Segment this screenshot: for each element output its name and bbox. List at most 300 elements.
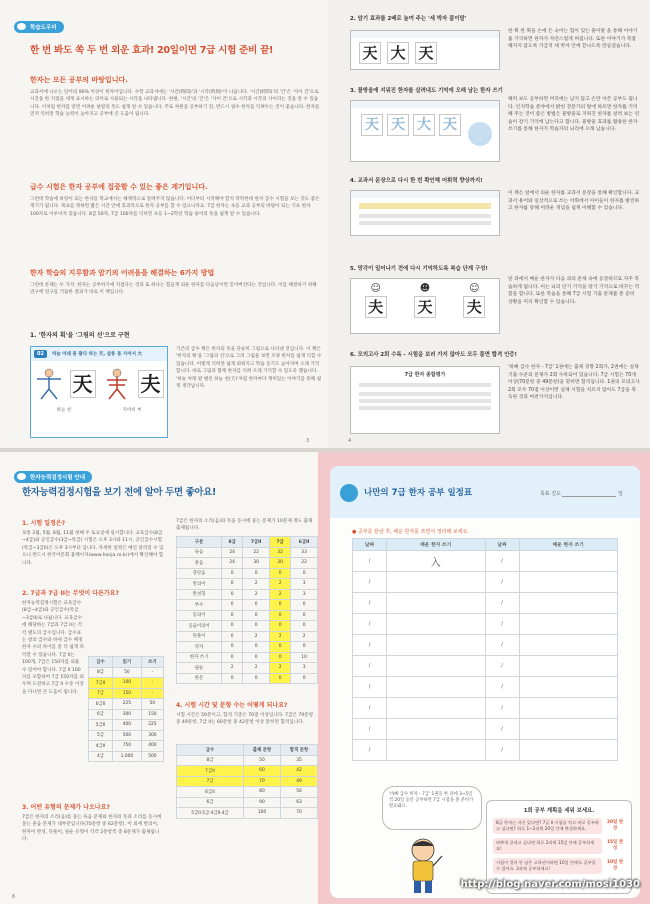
table-row [177, 652, 318, 663]
table-cell: 7급II [89, 678, 113, 689]
hanja-writing-cell[interactable] [387, 698, 486, 719]
table-cell: 750 [113, 741, 142, 752]
pill-label: 한자능력검정시험 안내 [14, 471, 92, 483]
table-cell: 90 [243, 797, 280, 808]
date-cell[interactable]: / [485, 572, 519, 593]
table-header-cell: 7급 [270, 537, 291, 548]
table-cell: 3 [291, 579, 318, 590]
table-cell: 반의어 [177, 579, 222, 590]
table-cell: 0 [222, 589, 243, 600]
m2-hanja-3: 天 [415, 42, 437, 64]
grade-table [88, 656, 164, 762]
table-row [89, 720, 164, 731]
table-row [177, 568, 318, 579]
plan-text: 바쁘게 끝내고 싶다면 하루 2과씩 15일 안에 공부하세요! [493, 838, 602, 854]
husband-person-illustration-icon [103, 367, 131, 401]
table-cell: - [141, 667, 163, 678]
caption-sky: 하늘 천 [56, 408, 72, 413]
table-cell: 6급 [89, 709, 113, 720]
table-cell: 2 [243, 579, 270, 590]
hanja-sky: 天 [70, 370, 96, 398]
plan-badge: 20일 완성 [606, 820, 624, 831]
method-2-example-box [350, 30, 500, 70]
plan-title: 1회 공부 계획을 세워 보세요. [523, 808, 595, 814]
schedule-row [353, 698, 618, 719]
table-cell: 50 [113, 667, 142, 678]
planner-title: 나만의 7급 한자 공부 일정표 [364, 488, 473, 498]
progress-label: 목표 진도 [540, 491, 561, 497]
table-cell: 2 [270, 663, 291, 674]
section-title: 급수 시험은 한자 공부에 집중할 수 있는 좋은 계기입니다. [30, 183, 208, 191]
table-row [177, 621, 318, 632]
table-cell: 0 [222, 642, 243, 653]
hanja-husband: 夫 [138, 370, 164, 398]
schedule-header-cell: 배운 한자 쓰기 [387, 539, 486, 551]
method-5-body: 앞 과에서 배운 한자가 다음 과의 문제 속에 등장하므로 자주 복습하게 됩니다. 이는 뇌의 단기 기억을 장기 기억으로 바꾸는 역할을 합니다. 또한 복습을 통해 7급 시험 기출 문제를 푼 준비 상황을 미리 확인할 수 있습니다. [508, 277, 640, 305]
table-cell: 6급II [177, 787, 244, 798]
table-cell: 0 [291, 610, 318, 621]
m2-hanja-2: 大 [387, 42, 409, 64]
page-headline: 한자능력검정시험을 보기 전에 알아 두면 좋아요! [22, 487, 216, 498]
hanja-writing-cell[interactable] [387, 593, 486, 614]
q-body: 보통 2월, 5월, 8월, 11월 첫째 주 토요일에 실시합니다. 교육급수(8급~4급)와 공인급수(3급~특급) 시험은 오후 3시와 11시, 공인급수시험(특급~3급II)은 오후 3시부터 입니다. 자세한 일정은 매년 달라질 수 있으니 반드시 한국어문회 홈페이지(www.hanja.re.kr)에서 확인해야 합니다. [22, 531, 164, 566]
table-header-cell: 7급II [243, 537, 270, 548]
table-cell: 0 [270, 652, 291, 663]
hanja-writing-cell[interactable] [519, 656, 618, 677]
lesson-title: 하늘 아래 몸 팔다 하는 天, 살롱 몸 지어서 大 [51, 352, 142, 357]
table-header-cell: 6급II [291, 537, 318, 548]
plan-item [493, 858, 625, 874]
table-cell: 7급 [89, 688, 113, 699]
table-cell: 2 [270, 589, 291, 600]
method-4-title: 4. 교과서 문장으로 다시 한 번 확인해 어휘력 향상까지! [350, 178, 483, 184]
section-2 [30, 182, 320, 218]
table-header-cell: 합격 문항 [280, 745, 317, 756]
table-cell: 33 [291, 547, 318, 558]
blog-watermark: http://blog.naver.com/mosi1030 [460, 879, 640, 890]
table-row [177, 797, 318, 808]
schedule-row [353, 593, 618, 614]
m2-hanja-1: 天 [359, 42, 381, 64]
table-cell: 0 [222, 631, 243, 642]
date-cell[interactable]: / [485, 656, 519, 677]
table-cell: 35 [280, 755, 317, 766]
m3-hanja-1: 天 [361, 114, 383, 136]
table-cell: 2 [243, 631, 270, 642]
table-cell: 0 [222, 621, 243, 632]
date-cell[interactable]: / [353, 740, 387, 761]
page-4 [328, 0, 650, 448]
section-body: 그런데 학습에 바탕이 되는 한자를 학교에서는 체계적으로 알려주지 않습니다. 어디부터 시작해야 할지 막막한데 한자 급수 시험을 보는 것도 좋은 계기가 됩니다. 목표를 정하면 짧은 시간 안에 효과적으로 한자 공부를 할 수 있으니까요. 7급 한자는 초등 교과 공부의 바탕이 되는 기초 한자 100자로 이루어져 있습니다. 8급 50자, 7급 100자를 익히면 초등 1~2학년 학습 용어의 뜻을 쉽게 알 수 있습니다. [30, 197, 320, 217]
table-cell: 한문 [177, 673, 222, 684]
date-cell[interactable]: / [485, 719, 519, 740]
table-cell: 300 [141, 730, 163, 741]
hanja-writing-cell[interactable] [519, 719, 618, 740]
character-icon: ☺ [370, 283, 381, 294]
hanja-writing-cell[interactable]: 入 [387, 551, 486, 572]
date-cell[interactable]: / [353, 551, 387, 572]
m3-hanja-3: 大 [413, 114, 435, 136]
method-6-example-box [350, 366, 500, 434]
hanja-writing-cell[interactable] [519, 551, 618, 572]
table-cell: 0 [270, 642, 291, 653]
table-cell: - [141, 678, 163, 689]
table-cell: 0 [222, 579, 243, 590]
mascot-boy-icon [400, 836, 446, 896]
date-cell[interactable]: / [353, 719, 387, 740]
table-cell: 60 [243, 766, 280, 777]
table-cell: 장단음 [177, 568, 222, 579]
hanja-writing-cell[interactable] [387, 614, 486, 635]
table-cell: 0 [291, 621, 318, 632]
table-row [177, 755, 318, 766]
table-cell: 0 [291, 673, 318, 684]
question-type-table [176, 536, 318, 684]
pill-label: 학습도우미 [14, 21, 64, 33]
table-row [177, 579, 318, 590]
table-cell: 100 [243, 808, 280, 819]
table-cell: 500 [113, 730, 142, 741]
table-cell: 6급 [177, 797, 244, 808]
table-row [177, 631, 318, 642]
date-cell[interactable]: / [353, 698, 387, 719]
table-cell: 0 [243, 610, 270, 621]
table-row [89, 730, 164, 741]
table-cell: 150 [141, 709, 163, 720]
schedule-row [353, 719, 618, 740]
table-cell: 70 [280, 808, 317, 819]
date-cell[interactable]: / [353, 614, 387, 635]
method-2-body: 한 획 한 획을 손에 든 숙어는 힘이 있는 풀이말 을 통해 이야기를 기억하면 한자가 자연스럽게 써집니다. 또한 이야기가 복잡해지지 않도록 가급적 세 박자 안에 끝나도록 만들었습니다. [508, 29, 638, 50]
table-cell: 2 [270, 631, 291, 642]
hanja-writing-cell[interactable] [387, 572, 486, 593]
hanja-writing-cell[interactable] [519, 572, 618, 593]
page-number: 3 [306, 438, 310, 444]
table-cell: 24 [222, 558, 243, 569]
table-row [177, 642, 318, 653]
table-cell: 225 [141, 720, 163, 731]
date-cell[interactable]: / [485, 698, 519, 719]
method-1-title: 1. '한자의 획'을 '그림의 선'으로 구현 [30, 332, 130, 339]
table-cell: 49 [280, 776, 317, 787]
table-cell: 2 [270, 579, 291, 590]
table-cell: 225 [113, 699, 142, 710]
schedule-row [353, 677, 618, 698]
table-cell: 400 [113, 720, 142, 731]
q-title: 2. 7급과 7급 II는 무엇이 다른가요? [22, 590, 119, 597]
table-cell: 42 [280, 766, 317, 777]
schedule-row [353, 614, 618, 635]
table-cell: 56 [280, 787, 317, 798]
table-cell: 30 [243, 558, 270, 569]
method-1-example-box [30, 346, 168, 438]
table-cell: 100 [113, 678, 142, 689]
schedule-row [353, 635, 618, 656]
table-cell: 동음이의어 [177, 621, 222, 632]
table-row [177, 776, 318, 787]
plan-badge: 15일 완성 [606, 840, 624, 851]
table-cell: 부수 [177, 600, 222, 611]
table-cell: 400 [141, 741, 163, 752]
table-header-cell: 급수 [177, 745, 244, 756]
method-5-title: 5. 망각이 일어나기 전에 다시 기억하도록 복습 단계 구성! [350, 266, 488, 272]
plan-text: 시험이 얼마 안 남은 고학년이라면 10일 안에도 공부할 수 있어요. 3과씩 공부하세요! [493, 858, 602, 874]
table-row [89, 751, 164, 762]
table-cell: 0 [270, 568, 291, 579]
table-cell: 70 [243, 776, 280, 787]
table-row [177, 558, 318, 569]
hanja-writing-cell[interactable] [387, 677, 486, 698]
table-cell: 4급II [89, 741, 113, 752]
table-cell: 한자 쓰기 [177, 652, 222, 663]
lesson-number: 02 [34, 350, 47, 358]
q-title: 4. 시험 시간 및 문항 수는 어떻게 되나요? [176, 702, 288, 709]
section-body: 교과서에 나오는 단어의 90% 이상이 한자어입니다. 수학 교과서에는 '시간(時間)'과 '시각(時刻)'이 나옵니다. '시간(時間)'의 '간'은 '사이 간'으로 시간을 한 지점을 세게 표시하는 의미로 사용되는 시각을 나타냅니다. 한편, '시간'의 '간'은 '사이 간'으로 시각과 시각의 사이라는 것을 알 수 있습니다. 이처럼 한자를 알면 어려운 낱말의 뜻도 쉽게 알 수 있습니다. 주로 차원을 공부하기 전, 반드시 필수 한자를 익혀두는 것이 좋습니다. 한자를 먼저 익히면 학습 능력이 높아지고 공부에 큰 도움이 됩니다. [30, 90, 320, 118]
method-6-title: 6. 모의고사 2회 수록 - 시험을 보러 가지 않아도 모두 풀면 합격 인증! [350, 352, 517, 358]
table-row [89, 699, 164, 710]
page-number: 4 [348, 438, 352, 444]
section-3 [30, 268, 320, 297]
method-1-body: 기존의 급수 책은 한자의 뜻을 단순히 그림으로 나타낸 것입니다. 이 책은 '한자의 획'을 '그림의 선'으로 그려 그림을 보면 모양 한자를 쉽게 익힐 수 있습니다. 이렇게 익히면 쉽게 외워지고 학습 동기도 높아지며 오래 기억합니다. 바로 그림과 함께 한자를 익혀 오래 기억할 수 있도록 했습니다. '하늘 아래 팔 벌린 하늘 천(天)'처럼 한자마다 재미있는 이야기를 통해 쉽게 생각납니다. [176, 347, 322, 390]
character-icon: ☺ [469, 283, 480, 294]
schedule-row [353, 572, 618, 593]
date-cell[interactable]: / [353, 635, 387, 656]
table-cell: 1,000 [113, 751, 142, 762]
table-row [177, 808, 318, 819]
q-body: 7급은 한자의 소리(음)를 묻는 독음 문제와 한자의 뜻과 소리를 동시에 묻는 훈음 문제가 대부분입니다(70문항 중 62문항). 이 외에 반의어, 한자어 완성, 뜻풀이, 필순 유형이 각각 2문항씩 총 8문제가 출제됩니다. [22, 815, 162, 843]
table-cell: 완성형 [177, 589, 222, 600]
mock-exam-title: 7급 한자 종합평가 [404, 372, 446, 378]
hanja-writing-cell[interactable] [387, 635, 486, 656]
schedule-row [353, 656, 618, 677]
sky-person-illustration-icon [35, 367, 63, 401]
plan-item [493, 838, 625, 854]
table-row [177, 600, 318, 611]
hanja-writing-cell[interactable] [519, 635, 618, 656]
table-cell: 0 [291, 642, 318, 653]
speech-bubble: '바빠 급수 한자 - 7급' 1권을 한 과에 3~5일씩 20일 동안 공부하면 7급 시험을 볼 준비가 완료돼요. [382, 786, 482, 830]
table-cell: 7급II [177, 766, 244, 777]
date-cell[interactable]: / [485, 635, 519, 656]
study-helper-pill [14, 14, 64, 33]
table-cell: 80 [243, 787, 280, 798]
table-cell: 6급II [89, 699, 113, 710]
table-cell: 22 [243, 547, 270, 558]
table-row [89, 709, 164, 720]
table-cell: 5급 [89, 730, 113, 741]
page-3 [0, 0, 330, 448]
method-2-title: 2. 암기 효과를 2배로 높여 주는 '세 박자 풀이말' [350, 16, 467, 22]
date-cell[interactable]: / [353, 572, 387, 593]
table-cell: 독음 [177, 547, 222, 558]
table-cell: 약자 [177, 642, 222, 653]
table-cell: 0 [222, 652, 243, 663]
table-header-cell: 출제 문항 [243, 745, 280, 756]
table-row [177, 673, 318, 684]
m5-hanja-2: 天 [414, 296, 436, 318]
hanja-writing-cell[interactable] [519, 677, 618, 698]
m5-hanja-1: 夫 [365, 296, 387, 318]
table-header-cell: 읽기 [113, 657, 142, 668]
schedule-row [353, 551, 618, 572]
table-cell: 0 [270, 600, 291, 611]
table-cell: 3 [291, 589, 318, 600]
progress-unit: 일 [618, 491, 623, 497]
table-cell: 동의어 [177, 610, 222, 621]
table-row [89, 741, 164, 752]
table-cell: 0 [243, 568, 270, 579]
date-cell[interactable]: / [485, 740, 519, 761]
plan-text: 8급 한자는 자신 있다면? 7급 II 시험을 치고 바로 공부하고 싶다면? 하루 1~2과씩 20일 안에 완성하세요. [493, 818, 602, 834]
table-cell: 32 [270, 547, 291, 558]
table-cell: 0 [222, 600, 243, 611]
character-icon: ☻ [419, 283, 431, 294]
table-cell: 50 [243, 755, 280, 766]
date-cell[interactable]: / [485, 551, 519, 572]
table-cell: 5급II [89, 720, 113, 731]
planner-sheet [330, 466, 640, 898]
table-header-cell: 구분 [177, 537, 222, 548]
schedule-row [353, 740, 618, 761]
table-row [177, 766, 318, 777]
table-cell: 0 [222, 568, 243, 579]
plan-badge: 10일 완성 [606, 860, 624, 871]
section-title: 한자 학습의 지루함과 암기의 어려움을 해결하는 6가지 방법 [30, 269, 215, 277]
m5-hanja-3: 夫 [463, 296, 485, 318]
table-cell: 4급 [89, 751, 113, 762]
page-6 [318, 452, 650, 904]
table-cell: 24 [222, 547, 243, 558]
q4 [176, 700, 318, 727]
hanja-writing-cell[interactable] [387, 740, 486, 761]
hanja-writing-cell[interactable] [387, 656, 486, 677]
planner-title-icon [340, 484, 358, 502]
table-header-cell: 급수 [89, 657, 113, 668]
table-row [89, 688, 164, 699]
table-cell: 300 [113, 709, 142, 720]
q2-body: 한자능력검정시험은 교육급수(8급~4급)와 공인급수(특급~3급II)로 나뉩니다. 교육급수에 해당하는 7급과 7급 II는 각각 별도의 급수입니다. 급수표는 창의 급수와 하위 급수 배정한자 수의 차이를 좀 더 쉽게 파악할 수 있습니다. 7급 II는 100개, 7급은 150자를 외울 수 있어야 합니다. 7급 II 100자를 포함하여 7급 150자를 외우며 도전하고 7급 II 수준 이상을 다니면 큰 도움이 됩니다. [22, 601, 85, 695]
table-cell: 0 [270, 610, 291, 621]
page-headline: 한 번 봐도 쏙 두 번 외운 효과! 20일이면 7급 시험 준비 끝! [30, 45, 274, 56]
schedule-header-cell: 배운 한자 쓰기 [519, 539, 618, 551]
table-cell: 0 [243, 600, 270, 611]
plan-item [493, 818, 625, 834]
table-cell: 50 [141, 699, 163, 710]
table-cell: 7급 [177, 776, 244, 787]
table-cell: - [141, 688, 163, 699]
progress-input[interactable] [562, 496, 616, 497]
table-row [177, 787, 318, 798]
method-4-example-box [350, 190, 500, 236]
table-cell: 0 [222, 673, 243, 684]
table-cell: 2 [291, 631, 318, 642]
m3-hanja-4: 天 [439, 114, 461, 136]
water-drop-icon [467, 121, 493, 147]
page-5 [0, 452, 330, 904]
m3-hanja-2: 天 [387, 114, 409, 136]
table-cell: 0 [243, 652, 270, 663]
method-3-body: 해커 보도 공부하면 머리에는 남지 않고 손만 아픈 공부도 됩니다. 인지학습 분야에서 밝힌 전문가의 말에 따르면 한자를 기억해 주는 것이 좋은 방법은 물방울로 지워진 한자를 살려 보는 연습이 장기 기억에 남는다고 합니다. 물방울 효과를 활용한 한자 쓰기를 통해 한자가 학습자의 뇌리에 오래 남습니다. [508, 97, 640, 133]
q1 [22, 518, 164, 567]
table-cell: 10 [291, 652, 318, 663]
method-3-example-box [350, 100, 500, 162]
hanja-writing-cell[interactable] [519, 593, 618, 614]
table-cell: 2 [243, 589, 270, 600]
hanja-writing-cell[interactable] [519, 614, 618, 635]
section-body: 그런데 문제는 두 가지. 한자는 공부하기에 지겹다는 것과 또 하나는 힘들게 외운 한자를 다음날이면 잊어버린다는 것입니다. 이를 해결하기 위해 연구에 연구를 거듭한 결과가 바로 이 책입니다. [30, 283, 317, 296]
date-cell[interactable]: / [485, 593, 519, 614]
table-cell: 뜻풀이 [177, 631, 222, 642]
date-cell[interactable]: / [353, 677, 387, 698]
date-cell[interactable]: / [353, 656, 387, 677]
q-title: 3. 어떤 유형의 문제가 나오나요? [22, 804, 110, 811]
table-row [177, 663, 318, 674]
table-cell: 30 [270, 558, 291, 569]
table-cell: 5급II·5급·4급II·4급 [177, 808, 244, 819]
hanja-writing-cell[interactable] [519, 740, 618, 761]
method-3-title: 3. 물방울에 지워진 한자를 살려내도 기억에 오래 남는 한자 쓰기 [350, 88, 503, 94]
table-row [177, 610, 318, 621]
table-row [177, 589, 318, 600]
table-row [177, 547, 318, 558]
method-6-body: '바빠 급수 한자 - 7급' 1권에는 출제 경향 2회가, 2권에는 실제 기출 수준의 문제가 2회 수록되어 있습니다. 7급 시험은 70개 이상(70문항 중 49문항)을 맞히면 합격입니다. 1권의 모의고사 2회 모두 70점 이상이면 실제 시험을 치르지 않아도 7급을 취득한 것과 마찬가지입니다. [508, 365, 640, 401]
date-cell[interactable]: / [485, 677, 519, 698]
table-cell: 500 [141, 751, 163, 762]
exam-guide-pill [14, 464, 92, 483]
date-cell[interactable]: / [485, 614, 519, 635]
section-title: 한자는 모든 공부의 바탕입니다. [30, 76, 128, 84]
method-5-example-box [350, 278, 500, 334]
method-4-body: 이 책은 앞에서 외운 한자를 교과서 문장을 통해 확인합니다. 교과서 용어와 일상적으로 쓰는 어휘에서 아이들이 한자를 발견하고 한자를 통해 어려운 개념을 쉽게 이해할 수 있습니다. [508, 191, 640, 212]
hanja-writing-cell[interactable] [387, 719, 486, 740]
table-cell: 2 [243, 663, 270, 674]
table-cell: 150 [113, 688, 142, 699]
table-cell: 2 [222, 663, 243, 674]
table-cell: 필순 [177, 663, 222, 674]
planner-instruction: ● 공부를 끝낸 후, 배운 한자를 쓰면서 정리해 보세요. [352, 529, 469, 535]
table-header-cell: 8급 [222, 537, 243, 548]
table-cell: 8급 [89, 667, 113, 678]
page-number: 6 [12, 894, 16, 900]
q-title: 1. 시험 일정은? [22, 520, 66, 527]
date-cell[interactable]: / [353, 593, 387, 614]
table-cell: 0 [243, 642, 270, 653]
table-cell: 0 [243, 621, 270, 632]
table-cell: 0 [270, 621, 291, 632]
table-cell: 0 [222, 610, 243, 621]
q3-right-intro: 7급은 한자의 소리(음)와 뜻을 동시에 묻는 문제가 10문제 정도 출제 출제됩니다. [176, 519, 313, 532]
table-cell: 훈음 [177, 558, 222, 569]
table-cell: 0 [291, 568, 318, 579]
table-cell: 22 [291, 558, 318, 569]
table-cell: 0 [270, 673, 291, 684]
caption-husband: 지아비 부 [122, 408, 142, 413]
table-cell: 0 [243, 673, 270, 684]
schedule-header-cell: 날짜 [353, 539, 387, 551]
q2 [22, 588, 164, 597]
exam-time-table [176, 744, 318, 819]
hanja-writing-cell[interactable] [519, 698, 618, 719]
table-row [89, 667, 164, 678]
schedule-header-cell: 날짜 [485, 539, 519, 551]
table-cell: 63 [280, 797, 317, 808]
q-body: 시험 시간은 50분이고, 합격 기준은 70점 이상입니다. 7급은 70문항 중 49문항, 7급 II는 60문항 중 42문항 이상 맞히면 합격입니다. [176, 713, 314, 726]
schedule-table [352, 538, 618, 761]
table-cell: 3 [291, 663, 318, 674]
table-row [89, 678, 164, 689]
table-cell: 8급 [177, 755, 244, 766]
table-header-cell: 쓰기 [141, 657, 163, 668]
